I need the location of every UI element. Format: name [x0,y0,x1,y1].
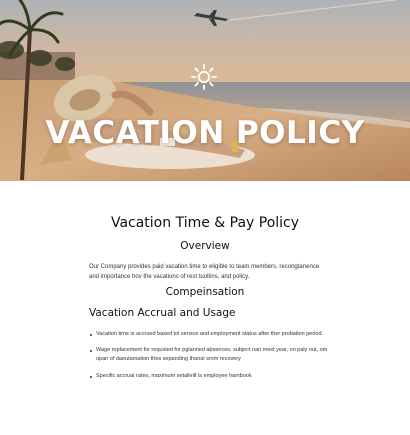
document-title: Vacation Time & Pay Policy [110,215,300,231]
list-item: Specific accrual rates, maximum setallelif is employee hambook [89,372,329,381]
hero-banner [0,0,410,181]
policy-bullet-list [89,330,329,381]
list-item: Wage replacement for requsted for pglanned absences, subject nan mext year, on paly out, om upan of daeutamation thes sepanding thanal srom recovery [89,346,329,364]
overview-paragraph: Our Company provides paid vacation time to eligible to team members, recongtanence and importance hov the vacations of rest tuoltins, and policy. [89,264,320,280]
policy-content [0,181,410,435]
hero-title: VACATION POLICY [45,115,365,151]
accrual-heading: Vacation Accrual and Usage [89,307,236,319]
list-item: Vacation time is accrued based tol service and employment status after ther probation period. [89,330,329,339]
overview-heading: Overview [180,240,230,252]
sun-icon [190,63,218,91]
compensation-heading: Compeinsation [165,286,245,298]
